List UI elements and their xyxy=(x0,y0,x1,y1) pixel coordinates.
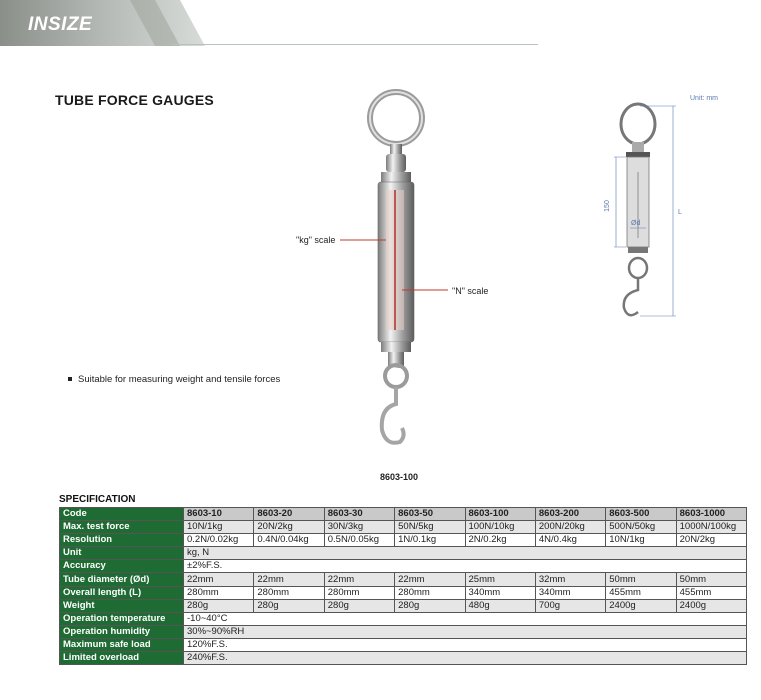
height-dimension-label: 150 xyxy=(604,200,611,212)
spec-value-cell: 500N/50kg xyxy=(606,521,676,534)
spec-value-cell: 10N/1kg xyxy=(606,534,676,547)
spec-value-cell: 455mm xyxy=(606,586,676,599)
spec-row xyxy=(60,560,747,573)
spec-value-cell: 50mm xyxy=(676,573,746,586)
spec-value-cell: 20N/2kg xyxy=(254,521,324,534)
spec-value-cell: 455mm xyxy=(676,586,746,599)
dimension-drawing xyxy=(596,98,686,324)
spec-code-cell: 8603-30 xyxy=(324,508,394,521)
model-caption: 8603-100 xyxy=(380,472,419,482)
kg-scale-callout: "kg" scale xyxy=(296,235,336,245)
spec-row xyxy=(60,586,747,599)
spec-value-cell: 1N/0.1kg xyxy=(395,534,465,547)
spec-value-cell: 700g xyxy=(535,599,605,612)
spec-code-cell: 8603-100 xyxy=(465,508,535,521)
spec-row xyxy=(60,547,747,560)
spec-label: Limited overload xyxy=(60,652,184,665)
spec-code-cell: 8603-500 xyxy=(606,508,676,521)
spec-value-cell: 280mm xyxy=(324,586,394,599)
spec-heading: SPECIFICATION xyxy=(59,494,136,505)
spec-value-cell: 30%~90%RH xyxy=(184,625,747,638)
spec-value-cell: 32mm xyxy=(535,573,605,586)
spec-value-cell: 480g xyxy=(465,599,535,612)
spec-value-cell: 100N/10kg xyxy=(465,521,535,534)
spec-label: Accuracy xyxy=(60,560,184,573)
brand-logo-text: INSIZE xyxy=(28,14,93,35)
spec-value-cell: 22mm xyxy=(254,573,324,586)
spec-value-cell: 1000N/100kg xyxy=(676,521,746,534)
spec-label: Tube diameter (Ød) xyxy=(60,573,184,586)
header-rule xyxy=(172,44,538,45)
length-dimension-label: L xyxy=(678,209,682,216)
spec-label: Operation temperature xyxy=(60,612,184,625)
spec-value-cell: 10N/1kg xyxy=(184,521,254,534)
spec-code-cell: 8603-200 xyxy=(535,508,605,521)
brand-logo xyxy=(28,14,92,36)
spec-row-code xyxy=(60,508,747,521)
spec-value-cell: ±2%F.S. xyxy=(184,560,747,573)
diameter-dimension-label: Ød xyxy=(631,220,641,227)
spec-value-cell: 280g xyxy=(184,599,254,612)
spec-label: Max. test force xyxy=(60,521,184,534)
spec-value-cell: 25mm xyxy=(465,573,535,586)
spec-table xyxy=(59,507,747,665)
spec-value-cell: 280mm xyxy=(395,586,465,599)
spec-row xyxy=(60,652,747,665)
spec-value-cell: 50mm xyxy=(606,573,676,586)
spec-value-cell: 2400g xyxy=(606,599,676,612)
spec-row xyxy=(60,638,747,651)
spec-value-cell: 22mm xyxy=(324,573,394,586)
spec-value-cell: 340mm xyxy=(535,586,605,599)
spec-row xyxy=(60,521,747,534)
spec-row xyxy=(60,612,747,625)
spec-value-cell: 0.4N/0.04kg xyxy=(254,534,324,547)
feature-item xyxy=(68,374,280,385)
unit-label: Unit: mm xyxy=(690,95,718,102)
spec-label: Code xyxy=(60,508,184,521)
spec-value-cell: 240%F.S. xyxy=(184,652,747,665)
spec-value-cell: 2N/0.2kg xyxy=(465,534,535,547)
spec-value-cell: 4N/0.4kg xyxy=(535,534,605,547)
callout-lines xyxy=(340,230,450,300)
spec-label: Unit xyxy=(60,547,184,560)
spec-row xyxy=(60,625,747,638)
spec-value-cell: 0.5N/0.05kg xyxy=(324,534,394,547)
spec-label: Maximum safe load xyxy=(60,638,184,651)
spec-value-cell: 340mm xyxy=(465,586,535,599)
spec-label: Weight xyxy=(60,599,184,612)
spec-value-cell: -10~40°C xyxy=(184,612,747,625)
spec-value-cell: 22mm xyxy=(184,573,254,586)
spec-value-cell: 20N/2kg xyxy=(676,534,746,547)
feature-text: Suitable for measuring weight and tensile forces xyxy=(78,374,281,385)
spec-value-cell: 50N/5kg xyxy=(395,521,465,534)
spec-value-cell: kg, N xyxy=(184,547,747,560)
spec-label: Operation humidity xyxy=(60,625,184,638)
spec-code-cell: 8603-50 xyxy=(395,508,465,521)
spec-value-cell: 30N/3kg xyxy=(324,521,394,534)
spec-code-cell: 8603-20 xyxy=(254,508,324,521)
spec-value-cell: 200N/20kg xyxy=(535,521,605,534)
bullet-icon xyxy=(68,377,72,381)
page-title: TUBE FORCE GAUGES xyxy=(55,92,214,108)
spec-value-cell: 280mm xyxy=(254,586,324,599)
spec-row xyxy=(60,573,747,586)
spec-row xyxy=(60,599,747,612)
spec-label: Resolution xyxy=(60,534,184,547)
spec-value-cell: 120%F.S. xyxy=(184,638,747,651)
spec-label: Overall length (L) xyxy=(60,586,184,599)
n-scale-callout: "N" scale xyxy=(452,286,489,296)
spec-code-cell: 8603-1000 xyxy=(676,508,746,521)
spec-value-cell: 0.2N/0.02kg xyxy=(184,534,254,547)
spec-value-cell: 280g xyxy=(324,599,394,612)
spec-row xyxy=(60,534,747,547)
spec-value-cell: 280g xyxy=(254,599,324,612)
spec-value-cell: 280g xyxy=(395,599,465,612)
spec-value-cell: 280mm xyxy=(184,586,254,599)
spec-value-cell: 22mm xyxy=(395,573,465,586)
spec-code-cell: 8603-10 xyxy=(184,508,254,521)
spec-value-cell: 2400g xyxy=(676,599,746,612)
